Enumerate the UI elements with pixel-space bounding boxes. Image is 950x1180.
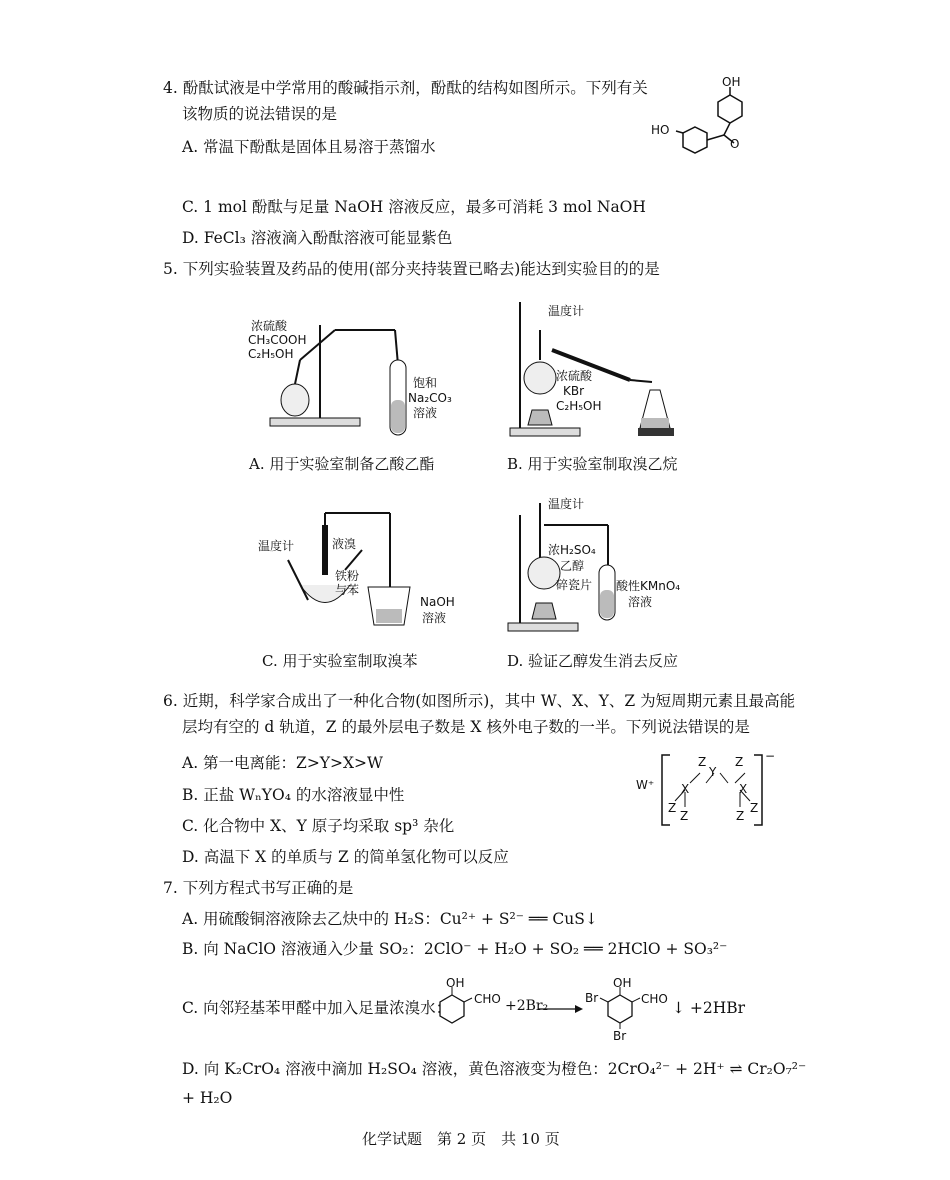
apparatus-d-elimination [508,495,681,635]
q6-option-a: A. 第一电离能：Z>Y>X>W [182,754,383,772]
q6-struct-z6: Z [736,809,745,823]
apparatus-a-label-acid: 浓硫酸 [251,319,288,333]
phenolphthalein-o: O [730,137,740,151]
q7-c-cho1: CHO [474,992,501,1006]
q7-c-product-tail: ↓ +2HBr [672,999,746,1017]
apparatus-b-caption: B. 用于实验室制取溴乙烷 [507,455,678,473]
apparatus-d-caption: D. 验证乙醇发生消去反应 [507,652,679,670]
q6-struct-x-right: X [739,782,748,796]
q7-option-d-line1: D. 向 K₂CrO₄ 溶液中滴加 H₂SO₄ 溶液，黄色溶液变为橙色：2CrO₄²⁻ + 2H⁺ ⇌ Cr₂O₇²⁻ [182,1060,807,1078]
apparatus-d-label-chips: 碎瓷片 [556,578,593,592]
q7-option-b: B. 向 NaClO 溶液通入少量 SO₂：2ClO⁻ + H₂O + SO₂ ══ 2HClO + SO₃²⁻ [182,940,728,958]
q6-struct-x-left: X [681,782,690,796]
apparatus-c-label-thermometer: 温度计 [258,539,295,553]
apparatus-d-label-ethanol: 乙醇 [560,559,585,573]
phenolphthalein-oh-top: OH [722,75,741,89]
apparatus-b-label-kbr: KBr [563,384,585,398]
apparatus-b-label-ethanol: C₂H₅OH [556,399,602,413]
apparatus-c-label-benzene: 与苯 [335,583,360,597]
q4-stem-line1: 4. 酚酞试液是中学常用的酸碱指示剂，酚酞的结构如图所示。下列有关 [163,79,648,97]
q6-struct-charge: − [765,749,776,763]
q7-c-reaction-diagram [440,985,660,1035]
q6-struct-y: Y [709,765,717,779]
apparatus-c-label-naoh: NaOH [420,595,455,609]
q6-option-d: D. 高温下 X 的单质与 Z 的简单氢化物可以反应 [182,848,509,866]
q7-c-plus-br2: +2Br₂ [505,998,549,1014]
q4-option-a-partial: A. 常温下酚酞是固体且易溶于蒸馏水 [182,138,436,156]
apparatus-d-label-thermometer: 温度计 [548,497,585,511]
q4-stem-line2: 该物质的说法错误的是 [182,105,338,123]
q7-option-a: A. 用硫酸铜溶液除去乙炔中的 H₂S：Cu²⁺ + S²⁻ ══ CuS↓ [182,910,598,928]
apparatus-b-label-thermometer: 温度计 [548,304,585,318]
q7-c-cho2: CHO [641,992,668,1006]
q7-c-oh2: OH [613,976,632,990]
apparatus-a-label-sat: 饱和 [413,376,438,390]
q7-stem: 7. 下列方程式书写正确的是 [163,879,354,897]
q7-option-d-line2: + H₂O [182,1089,233,1107]
apparatus-c-label-soln: 溶液 [422,611,447,625]
q5-stem: 5. 下列实验装置及药品的使用(部分夹持装置已略去)能达到实验目的的是 [163,260,660,278]
q6-struct-z3: Z [668,801,677,815]
apparatus-c-label-bromine: 液溴 [332,537,357,551]
q6-stem-line1: 6. 近期，科学家合成出了一种化合物(如图所示)，其中 W、X、Y、Z 为短周期元素且最高能 [163,692,796,710]
q7-c-oh1: OH [446,976,465,990]
apparatus-b-bromoethane [510,300,690,440]
q7-c-br-b: Br [613,1029,627,1043]
q4-option-d: D. FeCl₃ 溶液滴入酚酞溶液可能显紫色 [182,229,453,247]
apparatus-c-caption: C. 用于实验室制取溴苯 [262,652,418,670]
q6-struct-z2: Z [735,755,744,769]
q6-struct-w: W⁺ [636,778,655,792]
apparatus-d-label-acid: 浓H₂SO₄ [548,543,596,557]
apparatus-d-label-soln: 溶液 [628,595,653,609]
apparatus-a-label-acetic: CH₃COOH [248,333,307,347]
q6-struct-z1: Z [698,755,707,769]
page-footer: 化学试题 第 2 页 共 10 页 [362,1130,560,1148]
apparatus-a-caption: A. 用于实验室制备乙酸乙酯 [249,455,435,473]
q6-struct-z5: Z [680,809,689,823]
q6-option-b: B. 正盐 WₙYO₄ 的水溶液显中性 [182,786,405,804]
q6-stem-line2: 层均有空的 d 轨道，Z 的最外层电子数是 X 核外电子数的一半。下列说法错误的是 [182,718,750,736]
q6-option-c: C. 化合物中 X、Y 原子均采取 sp³ 杂化 [182,817,455,835]
apparatus-b-label-acid: 浓硫酸 [556,369,593,383]
q7-c-br-a: Br [585,991,599,1005]
apparatus-c-label-iron: 铁粉 [335,569,360,583]
apparatus-a-label-na2co3: Na₂CO₃ [408,391,452,405]
apparatus-a-label-soln: 溶液 [413,406,438,420]
phenolphthalein-ho-left: HO [651,123,670,137]
q6-struct-z4: Z [750,801,759,815]
phenolphthalein-structure [650,75,760,155]
apparatus-d-label-kmno4: 酸性KMnO₄ [616,579,681,593]
q7-option-c-text: C. 向邻羟基苯甲醛中加入足量浓溴水： [182,999,452,1017]
apparatus-a-label-ethanol: C₂H₅OH [248,347,294,361]
q4-option-c: C. 1 mol 酚酞与足量 NaOH 溶液反应，最多可消耗 3 mol NaOH [182,198,646,216]
